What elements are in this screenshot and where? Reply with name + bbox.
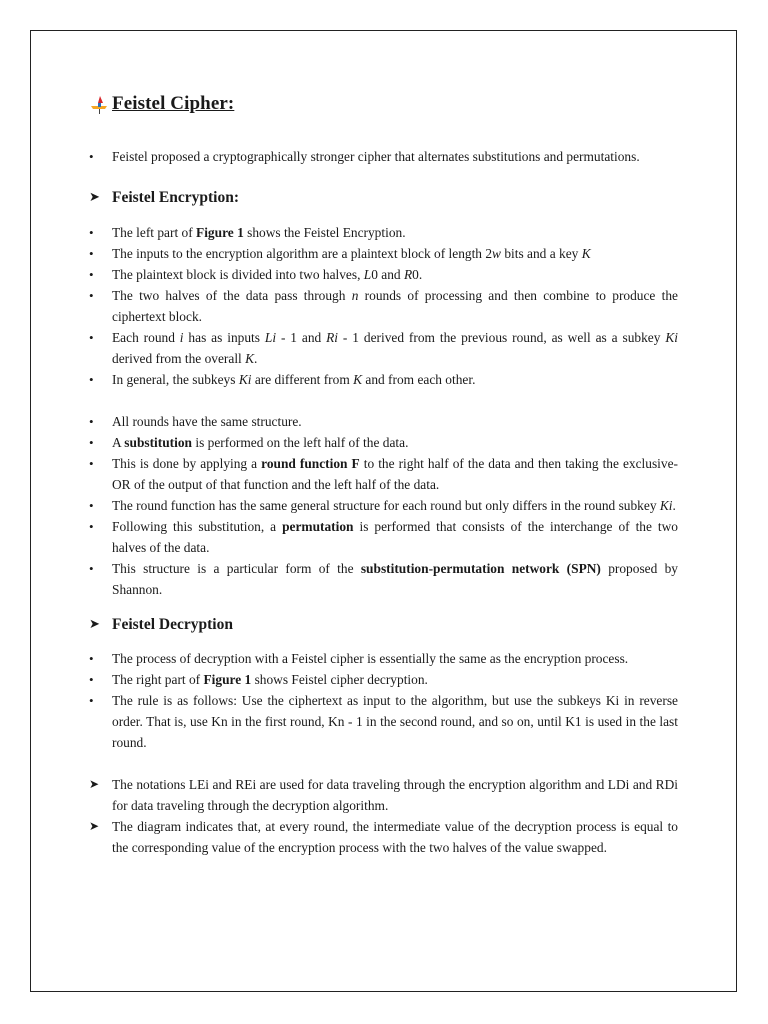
list-item: • This is done by applying a round function F to the right half of the data and then taking the exclusive-OR of the output of that function and the left half of the data.: [89, 453, 678, 495]
list-item: • A substitution is performed on the left half of the data.: [89, 432, 678, 453]
list-item: ➤ The diagram indicates that, at every round, the intermediate value of the decryption process is equal to the corresponding value of the encryption process with the two halves of the value swapped.: [89, 816, 678, 858]
intro-list: [89, 146, 678, 167]
page-title: [89, 93, 678, 115]
list-item: • Following this substitution, a permutation is performed that consists of the interchange of the two halves of the data.: [89, 516, 678, 558]
list-item: • The right part of Figure 1 shows Feistel cipher decryption.: [89, 669, 678, 690]
arrowhead-icon: ➤: [89, 190, 100, 205]
notes-list: [89, 774, 678, 858]
list-item: • The plaintext block is divided into two halves, L0 and R0.: [89, 264, 678, 285]
list-item: • The inputs to the encryption algorithm are a plaintext block of length 2w bits and a key K: [89, 243, 678, 264]
list-item: • The process of decryption with a Feistel cipher is essentially the same as the encryption process.: [89, 648, 678, 669]
encryption-heading: ➤ Feistel Encryption:: [89, 187, 678, 209]
list-item: • All rounds have the same structure.: [89, 411, 678, 432]
title-text: Feistel Cipher:: [112, 93, 235, 114]
list-item: • Each round i has as inputs Li - 1 and Ri - 1 derived from the previous round, as well as a subkey Ki derived from the overall K.: [89, 327, 678, 369]
encryption-list-2: [89, 411, 678, 600]
list-item: • In general, the subkeys Ki are different from K and from each other.: [89, 369, 678, 390]
list-item: • Feistel proposed a cryptographically stronger cipher that alternates substitutions and permutations.: [89, 146, 678, 167]
document-body: [89, 93, 678, 858]
list-item: • The two halves of the data pass through n rounds of processing and then combine to produce the ciphertext block.: [89, 285, 678, 327]
arrowhead-icon: ➤: [89, 617, 100, 632]
list-item: • The round function has the same general structure for each round but only differs in the round subkey Ki.: [89, 495, 678, 516]
list-item: • The rule is as follows: Use the ciphertext as input to the algorithm, but use the subkeys Ki in reverse order. That is, use Kn in the first round, Kn - 1 in the second round, and so on, until K1 is used in the last round.: [89, 690, 678, 753]
arrowhead-icon: ➤: [89, 819, 100, 833]
decryption-list: [89, 648, 678, 753]
encryption-list-1: [89, 222, 678, 390]
arrowhead-icon: ➤: [89, 777, 100, 791]
decryption-heading: ➤ Feistel Decryption: [89, 614, 678, 636]
list-item: ➤ The notations LEi and REi are used for data traveling through the encryption algorithm and LDi and RDi for data traveling through the decryption algorithm.: [89, 774, 678, 816]
pushpin-icon: [89, 94, 109, 114]
list-item: • This structure is a particular form of the substitution-permutation network (SPN) proposed by Shannon.: [89, 558, 678, 600]
list-item: • The left part of Figure 1 shows the Feistel Encryption.: [89, 222, 678, 243]
